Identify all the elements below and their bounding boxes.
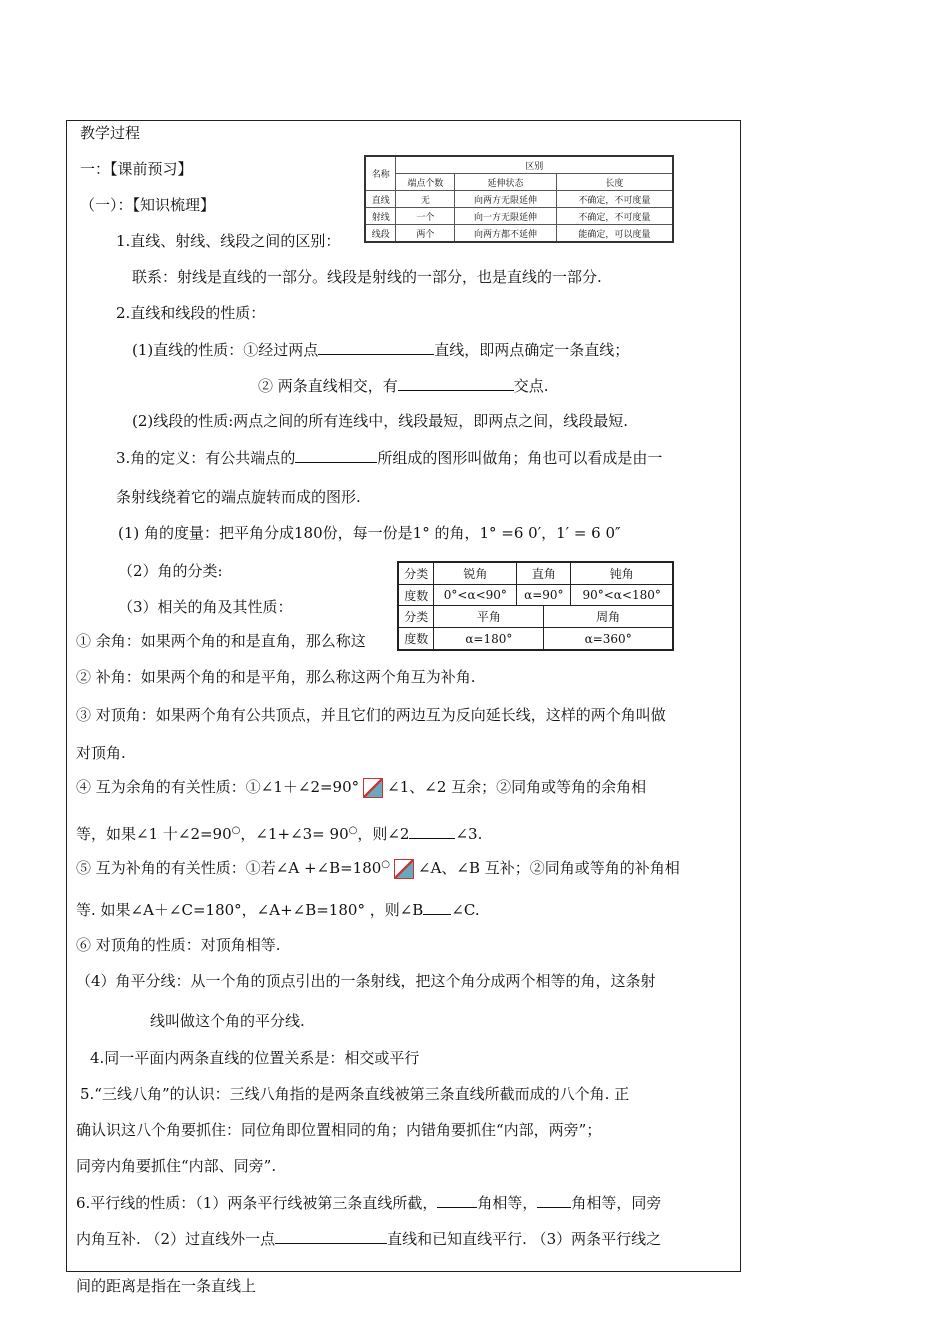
cell: 度数 xyxy=(398,628,434,650)
para-q5b xyxy=(76,900,480,919)
answer-blank[interactable] xyxy=(398,376,514,391)
text: 角相等，同旁 xyxy=(571,1194,662,1212)
line-comparison-table xyxy=(364,155,674,243)
para-q3: ③ 对顶角：如果两个角有公共顶点，并且它们的两边互为反向延长线，这样的两个角叫做 xyxy=(76,706,666,724)
answer-blank[interactable] xyxy=(318,340,434,355)
answer-blank[interactable] xyxy=(437,1193,477,1208)
para-5b: 确认识这八个角要抓住：同位角即位置相同的角；内错角要抓住“内部，两旁”； xyxy=(76,1121,602,1139)
cell: 向一方无限延伸 xyxy=(455,208,557,225)
cell: 锐角 xyxy=(434,562,517,584)
text: ② 两条直线相交，有 xyxy=(258,377,398,395)
heading: 教学过程 xyxy=(80,124,141,142)
cell: 一个 xyxy=(396,208,455,225)
answer-blank[interactable] xyxy=(537,1193,571,1208)
cell: 向两方无限延伸 xyxy=(455,191,557,208)
cell: α=90° xyxy=(517,584,571,606)
text: 3.角的定义：有公共端点的 xyxy=(116,449,296,467)
para-3e: （3）相关的角及其性质： xyxy=(118,598,293,616)
cell: 0°<α<90° xyxy=(434,584,517,606)
cell: 能确定，可以度量 xyxy=(556,225,673,243)
cell: 射线 xyxy=(365,208,396,225)
cell: 分类 xyxy=(398,606,434,628)
text: ∠3. xyxy=(455,825,483,843)
text: ∠C. xyxy=(451,901,480,919)
para-5c: 同旁内角要抓住“内部、同旁”. xyxy=(76,1157,277,1175)
answer-blank[interactable] xyxy=(295,448,377,463)
cell: 长度 xyxy=(556,174,673,191)
text: 内角互补. （2）过直线外一点 xyxy=(76,1230,276,1248)
cell: 端点个数 xyxy=(396,174,455,191)
para-q2: ② 补角：如果两个角的和是平角，那么称这两个角互为补角. xyxy=(76,668,476,686)
text: (1)直线的性质：①经过两点 xyxy=(132,341,319,359)
cell: 周角 xyxy=(544,606,673,628)
para-q4 xyxy=(76,778,646,798)
para-bisector-b: 线叫做这个角的平分线. xyxy=(150,1012,305,1030)
broken-image-icon xyxy=(363,778,383,798)
para-q6: ⑥ 对顶角的性质：对顶角相等. xyxy=(76,936,281,954)
text: ，∠1+∠3= 90 xyxy=(240,825,349,843)
para-6b xyxy=(76,1229,661,1248)
text: ，则∠2 xyxy=(357,825,410,843)
text: 所组成的图形叫做角；角也可以看成是由一 xyxy=(377,449,663,467)
text: 交点. xyxy=(513,377,549,395)
text: 6.平行线的性质：（1）两条平行线被第三条直线所截， xyxy=(76,1194,438,1212)
cell: 90°<α<180° xyxy=(571,584,673,606)
para-4: 4.同一平面内两条直线的位置关系是：相交或平行 xyxy=(90,1049,420,1067)
cell: 无 xyxy=(396,191,455,208)
para-6 xyxy=(76,1193,661,1212)
degree-circle: ○ xyxy=(348,825,358,836)
para-q5 xyxy=(76,856,680,879)
para-3d: （2）角的分类: xyxy=(118,562,223,580)
para-1: 1.直线、射线、线段之间的区别： xyxy=(116,232,341,250)
answer-blank[interactable] xyxy=(409,824,455,839)
para-3c: (1) 角的度量：把平角分成180份，每一份是1° 的角，1° =6 0′，1′ = 6 0″ xyxy=(118,524,621,542)
para-2b xyxy=(258,376,549,395)
text: ④ 互为余角的有关性质：①∠1＋∠2=90° xyxy=(76,778,360,796)
cell: 区别 xyxy=(396,156,673,174)
para-q4b xyxy=(76,822,482,843)
para-bisector: （4）角平分线：从一个角的顶点引出的一条射线，把这个角分成两个相等的角，这条射 xyxy=(76,972,656,990)
cell: 分类 xyxy=(398,562,434,584)
cell: 平角 xyxy=(434,606,544,628)
text: ⑤ 互为补角的有关性质：①若∠A +∠B=180 xyxy=(76,859,382,877)
cell: 直角 xyxy=(517,562,571,584)
para-3b: 条射线绕着它的端点旋转而成的图形. xyxy=(116,488,361,506)
degree-circle: ○ xyxy=(231,825,241,836)
cell: 钝角 xyxy=(571,562,673,584)
cell: α=180° xyxy=(434,628,544,650)
para-3 xyxy=(116,448,662,467)
text: 角相等， xyxy=(477,1194,538,1212)
cell: α=360° xyxy=(544,628,673,650)
cell: 线段 xyxy=(365,225,396,243)
para-2a xyxy=(132,340,629,359)
cell: 名称 xyxy=(365,156,396,191)
para-2c: (2)线段的性质:两点之间的所有连线中，线段最短，即两点之间，线段最短. xyxy=(132,412,629,430)
answer-blank[interactable] xyxy=(423,900,451,915)
angle-classification-table xyxy=(397,561,674,651)
text: ∠1、∠2 互余；②同角或等角的余角相 xyxy=(387,778,647,796)
cell: 不确定，不可度量 xyxy=(556,191,673,208)
para-1-relation: 联系：射线是直线的一部分。线段是射线的一部分，也是直线的一部分. xyxy=(132,268,602,286)
cell: 向两方都不延伸 xyxy=(455,225,557,243)
para-q3b: 对顶角. xyxy=(76,744,126,762)
cell: 延伸状态 xyxy=(455,174,557,191)
cell: 度数 xyxy=(398,584,434,606)
para-q1: ① 余角：如果两个角的和是直角，那么称这 xyxy=(76,632,366,650)
cell: 直线 xyxy=(365,191,396,208)
answer-blank[interactable] xyxy=(275,1229,387,1244)
para-5: 5.“三线八角”的认识：三线八角指的是两条直线被第三条直线所截而成的八个角. 正 xyxy=(80,1085,630,1103)
text: 等. 如果∠A＋∠C=180°，∠A+∠B=180° ，则∠B xyxy=(76,901,424,919)
cell: 不确定，不可度量 xyxy=(556,208,673,225)
text: 等，如果∠1 十∠2=90 xyxy=(76,825,232,843)
text: ∠A、∠B 互补；②同角或等角的补角相 xyxy=(418,859,680,877)
section-preview: 一：【课前预习】 xyxy=(80,160,193,178)
cell: 两个 xyxy=(396,225,455,243)
degree-circle: ○ xyxy=(381,859,391,870)
para-6c: 间的距离是指在一条直线上 xyxy=(76,1277,257,1295)
broken-image-icon xyxy=(394,859,414,879)
text: 直线，即两点确定一条直线； xyxy=(434,341,630,359)
para-2: 2.直线和线段的性质： xyxy=(116,304,266,322)
section-knowledge: （一）：【知识梳理】 xyxy=(80,196,216,214)
text: 直线和已知直线平行. （3）两条平行线之 xyxy=(387,1230,662,1248)
